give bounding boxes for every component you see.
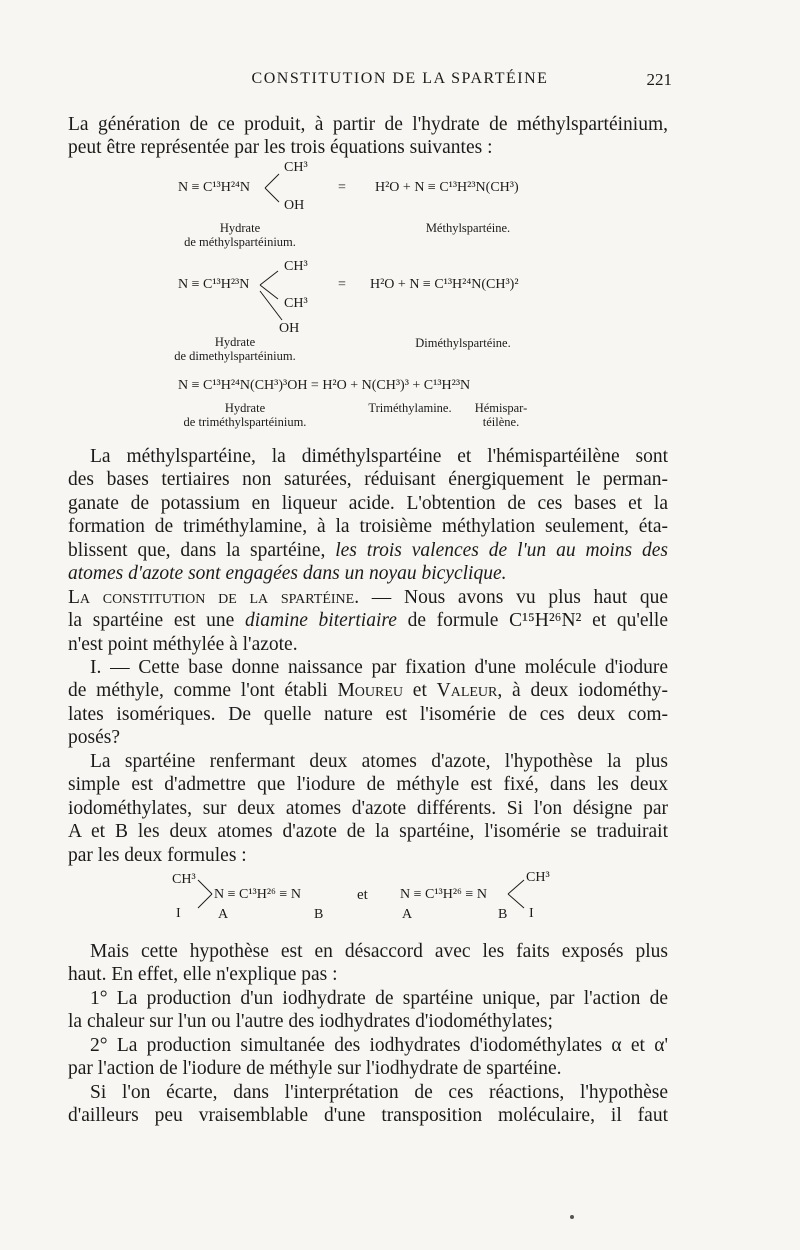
running-header — [0, 70, 800, 94]
eq2-bonds — [256, 265, 286, 327]
text-span: , à deux iodométhy- — [497, 680, 669, 702]
caption-line: de triméthylspartéinium. — [183, 415, 307, 429]
paragraph-4 — [68, 750, 668, 867]
formula-right-a: A — [402, 907, 413, 922]
formula-left-main: N ≡ C¹³H²⁶ ≡ N — [214, 887, 301, 902]
eq2-lhs: N ≡ C¹³H²³N — [178, 277, 250, 292]
caption-line: Hydrate — [214, 335, 256, 349]
formula-right-bonds — [506, 876, 528, 914]
text-line: des bases tertiaires non saturées, réduisant énergiquement le perman- — [68, 469, 668, 491]
eq2-ch3-top: CH³ — [284, 259, 308, 274]
formula-right-b: B — [498, 907, 508, 922]
eq2-caption-right: Diméthylspartéine. — [415, 336, 511, 350]
italic-line: atomes d'azote sont engagées dans un noyau bicyclique. — [68, 563, 507, 585]
eq1-caption-left — [160, 221, 320, 249]
text-span: blissent que, dans la spartéine, — [68, 539, 336, 561]
text-line: par les deux formules : — [68, 844, 247, 866]
eq2-caption-left — [150, 335, 320, 363]
paragraph-2 — [68, 586, 668, 656]
text-line: A et B les deux atomes d'azote de la spartéine, l'isomérie se traduirait — [68, 821, 668, 843]
eq3-formula: N ≡ C¹³H²⁴N(CH³)³OH = H²O + N(CH³)³ + C¹³H²³N — [178, 378, 471, 393]
text-line: La génération de ce produit, à partir de l'hydrate de méthylspartéinium, — [68, 114, 668, 135]
text-line: n'est point méthylée à l'azote. — [68, 633, 298, 655]
text-line: I. — Cette base donne naissance par fixation d'une molécule d'iodure — [90, 657, 668, 678]
text-line: 2° La production simultanée des iodhydrates d'iodométhylates α et α' — [90, 1035, 668, 1056]
text-span: — Nous avons vu plus haut que — [359, 587, 668, 608]
intro-paragraph — [68, 113, 668, 160]
formula-right-i: I — [529, 906, 534, 921]
paragraph-8 — [68, 1081, 668, 1128]
caption-line: téilène. — [482, 415, 520, 429]
formula-right-ch3: CH³ — [526, 870, 550, 885]
text-line: simple est d'admettre que l'iodure de méthyle est fixé, dans les deux — [68, 774, 668, 796]
paragraph-3 — [68, 656, 668, 750]
italic-span: les trois valences de l'un au moins des — [335, 539, 668, 561]
text-line: 1° La production d'un iodhydrate de spartéine unique, par l'action de — [90, 988, 668, 1009]
italic-span: diamine bitertiaire — [245, 610, 397, 632]
eq3-caption-3 — [466, 401, 536, 429]
page-number: 221 — [646, 70, 672, 89]
eq3-caption-2: Triméthylamine. — [368, 401, 452, 415]
paragraph-5 — [68, 940, 668, 987]
caption-line: Hémispar- — [474, 401, 528, 415]
caption-line: de méthylspartéinium. — [184, 235, 296, 249]
eq1-oh: OH — [284, 198, 305, 213]
eq2-oh: OH — [279, 321, 300, 336]
page-speck — [570, 1215, 574, 1219]
formula-et: et — [357, 887, 368, 903]
text-line: Si l'on écarte, dans l'interprétation de ces réactions, l'hypothèse — [90, 1082, 668, 1103]
text-line — [68, 609, 668, 632]
text-span: de méthyle, comme l'ont établi — [68, 680, 338, 702]
text-line: haut. En effet, elle n'explique pas : — [68, 964, 338, 986]
author-name: Moureu — [337, 680, 404, 702]
text-span: de formule C¹⁵H²⁶N² et qu'elle — [396, 610, 669, 632]
eq1-rhs: H²O + N ≡ C¹³H²³N(CH³) — [375, 180, 519, 195]
text-line: La spartéine renfermant deux atomes d'azote, l'hypothèse la plus — [90, 751, 668, 772]
eq1-bonds — [263, 168, 285, 208]
author-name: Valeur — [436, 680, 498, 702]
formula-left-ch3: CH³ — [172, 872, 196, 887]
formula-right-main: N ≡ C¹³H²⁶ ≡ N — [400, 887, 487, 902]
text-line — [68, 539, 668, 562]
eq1-equals: = — [338, 180, 346, 195]
text-line — [68, 586, 668, 609]
eq3-caption-1 — [170, 401, 320, 429]
eq1-caption-right: Méthylspartéine. — [425, 221, 511, 235]
text-line: posés? — [68, 727, 120, 749]
paragraph-1 — [68, 445, 668, 585]
eq2-equals: = — [338, 277, 346, 292]
text-line: la chaleur sur l'un ou l'autre des iodhydrates d'iodométhylates; — [68, 1011, 553, 1033]
text-line: Mais cette hypothèse est en désaccord avec les faits exposés plus — [90, 941, 668, 962]
paragraph-6 — [68, 987, 668, 1034]
text-line: lates isomériques. De quelle nature est l'isomérie de ces deux com- — [68, 703, 668, 725]
formula-left-b: B — [314, 907, 324, 922]
caption-line: de dimethylspartéinium. — [174, 349, 296, 363]
header-title: CONSTITUTION DE LA SPARTÉINE — [251, 70, 549, 87]
section-heading: La constitution de la spartéine. — [68, 587, 360, 608]
eq1-ch3: CH³ — [284, 160, 308, 175]
formula-left-bonds — [196, 876, 216, 914]
text-line: La méthylspartéine, la diméthylspartéine et l'hémispartéilène sont — [90, 446, 668, 467]
eq2-rhs: H²O + N ≡ C¹³H²⁴N(CH³)² — [370, 277, 519, 292]
eq1-lhs: N ≡ C¹³H²⁴N — [178, 180, 251, 195]
text-line: d'ailleurs peu vraisemblable d'une transposition moléculaire, il faut — [68, 1105, 668, 1127]
text-line — [68, 679, 668, 702]
text-line: par l'action de l'iodure de méthyle sur l'iodhydrate de spartéine. — [68, 1058, 562, 1080]
caption-line: Hydrate — [219, 221, 261, 235]
formula-left-i: I — [176, 906, 181, 921]
text-line: ganate de potassium en liqueur acide. L'obtention de ces bases et la — [68, 492, 668, 514]
caption-line: Hydrate — [224, 401, 266, 415]
eq2-ch3-bottom: CH³ — [284, 296, 308, 311]
text-line: peut être représentée par les trois équations suivantes : — [68, 137, 493, 159]
text-line: formation de triméthylamine, à la troisième méthylation seulement, éta- — [68, 516, 668, 538]
text-span: et — [403, 680, 437, 702]
formula-left-a: A — [218, 907, 229, 922]
text-line: iodométhylates, sur deux atomes d'azote différents. Si l'on désigne par — [68, 797, 668, 819]
text-span: la spartéine est une — [68, 610, 246, 632]
paragraph-7 — [68, 1034, 668, 1081]
